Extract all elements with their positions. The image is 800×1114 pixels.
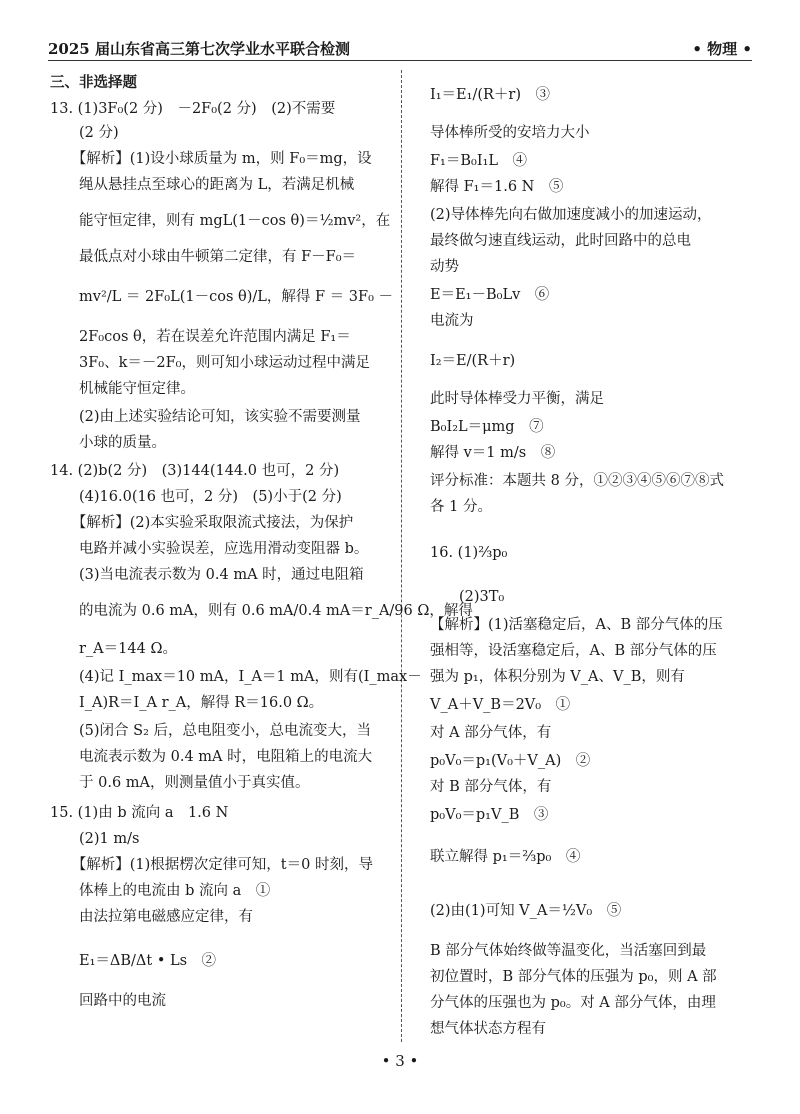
text-line: 机械能守恒定律。 xyxy=(50,381,195,397)
column-divider xyxy=(401,70,402,1042)
text-line: p₀V₀＝p₁V_B ③ xyxy=(430,807,549,823)
text-line: 强相等，设活塞稳定后，A、B 部分气体的压 xyxy=(430,643,717,659)
text-line: F₁＝B₀I₁L ④ xyxy=(430,153,528,169)
text-line: 最终做匀速直线运动，此时回路中的总电 xyxy=(430,233,691,249)
text-line: 体棒上的电流由 b 流向 a ① xyxy=(50,883,271,899)
text-line: I_A)R＝I_A r_A，解得 R＝16.0 Ω。 xyxy=(50,695,324,711)
text-line: V_A＋V_B＝2V₀ ① xyxy=(430,697,571,713)
text-line: (2)导体棒先向右做加速度减小的加速运动， xyxy=(430,207,712,223)
text-line: (2)1 m/s xyxy=(50,831,140,847)
text-line: 15. (1)由 b 流向 a 1.6 N xyxy=(50,805,229,821)
text-line: 三、非选择题 xyxy=(50,74,137,91)
text-line: 3F₀、k＝－2F₀，则可知小球运动过程中满足 xyxy=(50,355,370,371)
text-line: 分气体的压强也为 p₀。对 A 部分气体，由理 xyxy=(430,995,716,1011)
text-line: 16. (1)⅔p₀ xyxy=(430,545,508,561)
text-line: 解得 F₁＝1.6 N ⑤ xyxy=(430,179,564,195)
text-line: 解得 v＝1 m/s ⑧ xyxy=(430,445,556,461)
text-line: 初位置时，B 部分气体的压强为 p₀，则 A 部 xyxy=(430,969,717,985)
text-line: 于 0.6 mA，则测量值小于真实值。 xyxy=(50,775,310,791)
text-line: 最低点对小球由牛顿第二定律，有 F－F₀＝ xyxy=(50,249,357,265)
text-line: (4)记 I_max＝10 mA，I_A＝1 mA，则有(I_max－ xyxy=(50,669,422,685)
text-line: 由法拉第电磁感应定律，有 xyxy=(50,909,253,925)
text-line: 想气体状态方程有 xyxy=(430,1021,546,1037)
text-line: (2)3T₀ xyxy=(430,589,505,605)
exam-title: 2025 届山东省高三第七次学业水平联合检测 xyxy=(48,40,350,58)
text-line: 绳从悬挂点至球心的距离为 L，若满足机械 xyxy=(50,177,355,193)
text-line: (2)由(1)可知 V_A＝½V₀ ⑤ xyxy=(430,903,622,919)
text-line: 2F₀cos θ，若在误差允许范围内满足 F₁＝ xyxy=(50,329,351,345)
text-line: 小球的质量。 xyxy=(50,435,166,451)
text-line: p₀V₀＝p₁(V₀＋V_A) ② xyxy=(430,753,591,769)
text-line: 强为 p₁，体积分别为 V_A、V_B，则有 xyxy=(430,669,685,685)
text-line: 电路并减小实验误差，应选用滑动变阻器 b。 xyxy=(50,541,369,557)
text-line: (2)由上述实验结论可知，该实验不需要测量 xyxy=(50,409,361,425)
text-line: 【解析】(1)根据楞次定律可知，t＝0 时刻，导 xyxy=(50,857,373,873)
text-line: 的电流为 0.6 mA，则有 0.6 mA/0.4 mA＝r_A/96 Ω，解得 xyxy=(50,603,473,619)
text-line: I₂＝E/(R＋r) xyxy=(430,353,516,369)
text-line: 【解析】(2)本实验采取限流式接法，为保护 xyxy=(50,515,354,531)
text-line: 评分标准：本题共 8 分，①②③④⑤⑥⑦⑧式 xyxy=(430,473,724,489)
text-line: 14. (2)b(2 分) (3)144(144.0 也可，2 分) xyxy=(50,463,340,479)
text-line: 各 1 分。 xyxy=(430,499,492,515)
text-line: 导体棒所受的安培力大小 xyxy=(430,125,590,141)
text-line: 【解析】(1)活塞稳定后，A、B 部分气体的压 xyxy=(430,617,723,633)
text-line: (4)16.0(16 也可，2 分) (5)小于(2 分) xyxy=(50,489,342,505)
text-line: B₀I₂L＝μmg ⑦ xyxy=(430,419,544,435)
text-line: 对 A 部分气体，有 xyxy=(430,725,552,741)
text-line: I₁＝E₁/(R＋r) ③ xyxy=(430,87,550,103)
text-line: r_A＝144 Ω。 xyxy=(50,641,177,657)
text-line: 此时导体棒受力平衡，满足 xyxy=(430,391,604,407)
text-line: 能守恒定律，则有 mgL(1－cos θ)＝½mv²，在 xyxy=(50,213,391,229)
text-line: B 部分气体始终做等温变化，当活塞回到最 xyxy=(430,943,707,959)
text-line: 【解析】(1)设小球质量为 m，则 F₀＝mg，设 xyxy=(50,151,372,167)
text-line: 电流表示数为 0.4 mA 时，电阻箱上的电流大 xyxy=(50,749,373,765)
text-line: E＝E₁－B₀Lv ⑥ xyxy=(430,287,550,303)
subject-label: • 物理 • xyxy=(692,40,752,58)
text-line: 联立解得 p₁＝⅔p₀ ④ xyxy=(430,849,581,865)
text-line: E₁＝ΔB/Δt • Ls ② xyxy=(50,953,217,969)
text-line: 动势 xyxy=(430,259,459,275)
text-line: 对 B 部分气体，有 xyxy=(430,779,552,795)
text-line: (2 分) xyxy=(50,125,119,141)
text-line: 13. (1)3F₀(2 分) －2F₀(2 分) (2)不需要 xyxy=(50,101,336,117)
text-line: (3)当电流表示数为 0.4 mA 时，通过电阻箱 xyxy=(50,567,364,583)
page-header xyxy=(48,20,752,61)
text-line: 回路中的电流 xyxy=(50,993,166,1009)
text-line: (5)闭合 S₂ 后，总电阻变小，总电流变大，当 xyxy=(50,723,372,739)
page-number: • 3 • xyxy=(381,1052,419,1070)
text-line: 电流为 xyxy=(430,313,474,329)
text-line: mv²/L ＝ 2F₀L(1－cos θ)/L，解得 F ＝ 3F₀ － xyxy=(50,289,393,305)
